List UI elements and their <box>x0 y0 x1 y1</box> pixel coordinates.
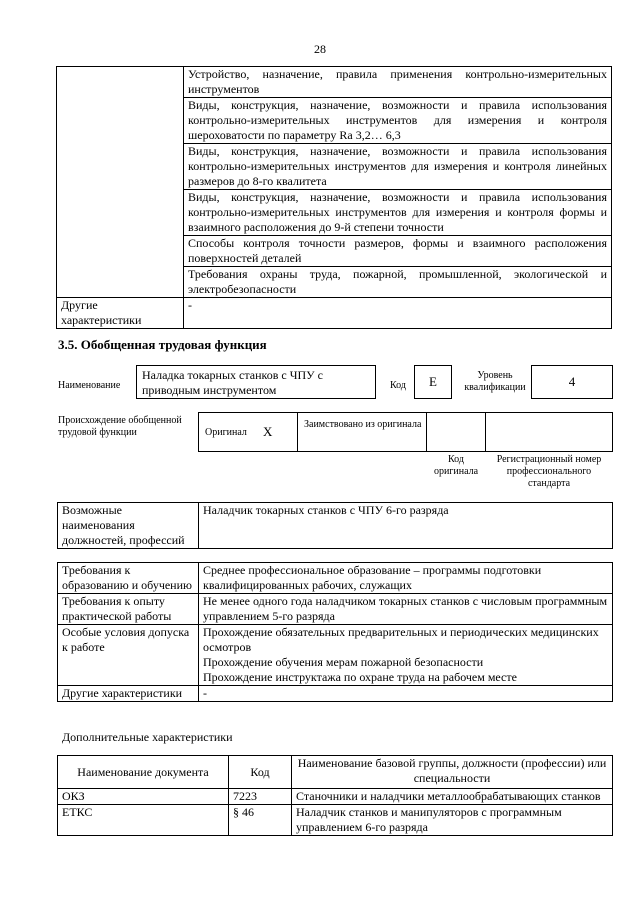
knowledge-label-cell <box>57 67 184 298</box>
requirement-value: Среднее профессиональное образование – программы подготовки квалифицированных рабочих, служащих <box>199 563 613 594</box>
additional-header: Наименование базовой группы, должности (профессии) или специальности <box>292 756 613 789</box>
code-original-cell <box>426 412 486 452</box>
requirement-value: Не менее одного года наладчиком токарных станков с числовым программным управлением 5-го разряда <box>199 594 613 625</box>
requirement-line: Прохождение обучения мерам пожарной безопасности <box>203 655 484 669</box>
positions-value: Наладчик токарных станков с ЧПУ 6-го разряда <box>199 503 613 549</box>
requirement-label: Другие характеристики <box>58 686 199 702</box>
level-value: 4 <box>531 365 613 399</box>
additional-cell: ОКЗ <box>58 789 229 805</box>
reg-number-caption: Регистрационный номер профессионального стандарта <box>496 454 602 489</box>
function-code-value: E <box>414 365 452 399</box>
knowledge-row: Виды, конструкция, назначение, возможности и правила использования контрольно-измерительных инструментов для измерения и контроля шероховатости по параметру Ra 3,2… 6,3 <box>184 98 612 144</box>
knowledge-row: Требования охраны труда, пожарной, промышленной, экологической и электробезопасности <box>184 267 612 298</box>
reg-number-cell <box>485 412 613 452</box>
additional-title: Дополнительные характеристики <box>62 730 233 744</box>
requirement-line: Прохождение инструктажа по охране труда на рабочем месте <box>203 670 517 684</box>
requirement-label: Требования к образованию и обучению <box>58 563 199 594</box>
function-name-value: Наладка токарных станков с ЧПУ с приводным инструментом <box>136 365 376 399</box>
knowledge-row: Виды, конструкция, назначение, возможности и правила использования контрольно-измерительных инструментов для измерения и контроля линейных размеров до 8-го квалитета <box>184 144 612 190</box>
original-cell <box>198 412 298 452</box>
original-label: Оригинал <box>205 427 247 438</box>
requirement-value <box>199 625 613 686</box>
positions-table <box>57 502 613 549</box>
other-characteristics-value: - <box>184 298 612 329</box>
knowledge-row: Виды, конструкция, назначение, возможности и правила использования контрольно-измерительных инструментов для измерения и контроля формы и взаимного расположения до 9-й степени точности <box>184 190 612 236</box>
knowledge-row: Способы контроля точности размеров, формы и взаимного расположения поверхностей деталей <box>184 236 612 267</box>
code-original-caption: Код оригинала <box>433 454 479 477</box>
origin-label: Происхождение обобщенной трудовой функции <box>58 415 182 438</box>
code-label: Код <box>390 380 406 391</box>
borrowed-cell <box>297 412 427 452</box>
additional-cell: 7223 <box>229 789 292 805</box>
requirement-value: - <box>199 686 613 702</box>
page-number: 28 <box>314 42 326 56</box>
requirement-label: Требования к опыту практической работы <box>58 594 199 625</box>
section-title: 3.5. Обобщенная трудовая функция <box>58 337 267 352</box>
additional-table <box>57 755 613 836</box>
name-label: Наименование <box>58 380 121 391</box>
additional-cell: ЕТКС <box>58 805 229 836</box>
requirement-label: Особые условия допуска к работе <box>58 625 199 686</box>
additional-cell: Наладчик станков и манипуляторов с программным управлением 6-го разряда <box>292 805 613 836</box>
level-label: Уровень квалификации <box>464 370 526 393</box>
additional-cell: § 46 <box>229 805 292 836</box>
other-characteristics-label: Другие характеристики <box>57 298 184 329</box>
additional-cell: Станочники и наладчики металлообрабатывающих станков <box>292 789 613 805</box>
additional-header: Код <box>229 756 292 789</box>
positions-label: Возможные наименования должностей, профессий <box>58 503 199 549</box>
requirements-table <box>57 562 613 702</box>
knowledge-row: Устройство, назначение, правила применения контрольно-измерительных инструментов <box>184 67 612 98</box>
requirement-line: Прохождение обязательных предварительных и периодических медицинских осмотров <box>203 625 599 654</box>
knowledge-table <box>56 66 612 329</box>
original-mark: X <box>263 424 273 439</box>
borrowed-label: Заимствовано из оригинала <box>304 419 422 430</box>
additional-header: Наименование документа <box>58 756 229 789</box>
